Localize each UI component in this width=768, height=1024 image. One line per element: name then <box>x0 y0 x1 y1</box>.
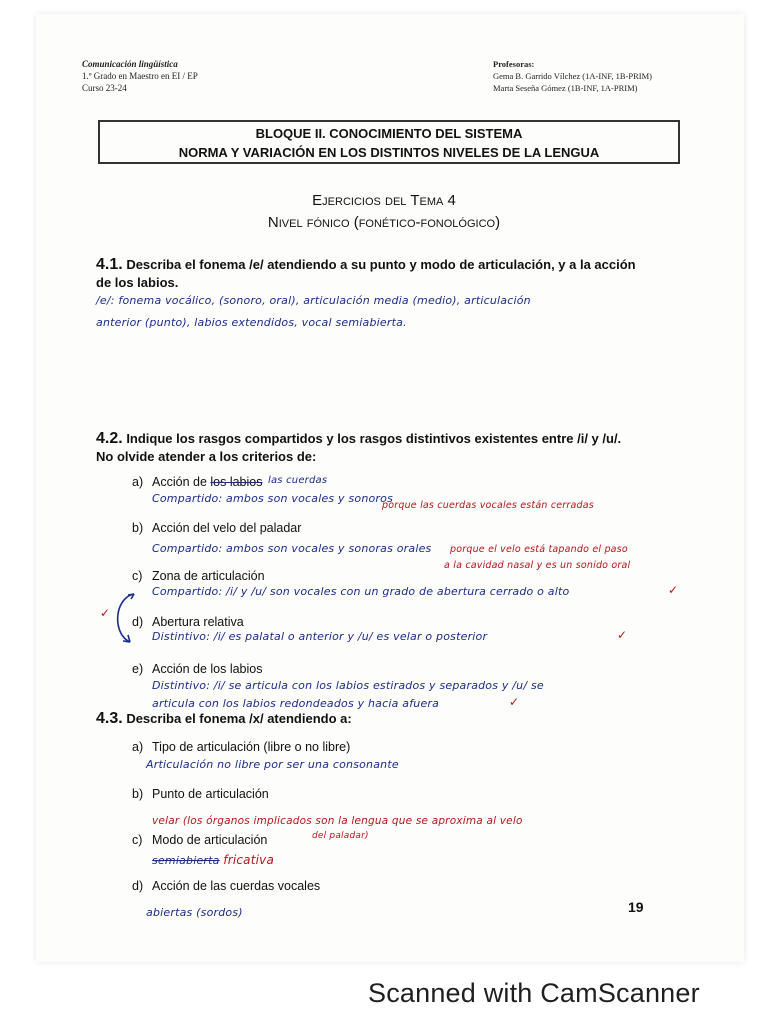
answer-4-3-d: abiertas (sordos) <box>146 906 243 919</box>
item-4-2-c: c) Zona de articulación <box>132 569 265 583</box>
item-4-2-b: b) Acción del velo del paladar <box>132 521 302 535</box>
answer-4-1-line2: anterior (punto), labios extendidos, vocal semiabierta. <box>96 316 407 329</box>
block-title-box <box>98 120 680 164</box>
course-title: Comunicación lingüística <box>82 59 178 69</box>
answer-4-3-b-cont: del paladar) <box>312 831 369 841</box>
question-text: Describa el fonema /e/ atendiendo a su punto y modo de articulación, y a la acción <box>126 257 636 272</box>
block-title-line1: BLOQUE II. CONOCIMIENTO DEL SISTEMA <box>255 126 523 141</box>
item-4-2-a: a) Acción de los labios <box>132 475 263 489</box>
answer-4-2-e-cont: articula con los labios redondeados y hacia afuera <box>152 697 440 710</box>
answer-4-2-e: Distintivo: /i/ se articula con los labios estirados y separados y /u/ se <box>152 679 544 692</box>
answer-4-1-line1: /e/: fonema vocálico, (sonoro, oral), articulación media (medio), articulación <box>96 294 531 307</box>
teacher-1: Gema B. Garrido Vílchez (1A-INF, 1B-PRIM) <box>493 71 652 81</box>
answer-4-3-c <box>152 853 274 867</box>
item-4-2-e: e) Acción de los labios <box>132 662 263 676</box>
course-header <box>82 58 198 94</box>
answer-4-2-c: Compartido: /i/ y /u/ son vocales con un grado de abertura cerrado o alto <box>152 585 570 598</box>
item-4-2-d: d) Abertura relativa <box>132 615 244 629</box>
teacher-note-4-2-b-cont: a la cavidad nasal y es un sonido oral <box>444 560 631 571</box>
exercises-title: Ejercicios del Tema 4 <box>312 192 456 209</box>
question-number: 4.3. <box>96 710 123 727</box>
teacher-2: Marta Seseña Gómez (1B-INF, 1A-PRIM) <box>493 83 638 93</box>
answer-4-3-b: velar (los órganos implicados son la lengua que se aproxima al velo <box>152 815 523 827</box>
check-mark-icon: ✓ <box>617 628 628 642</box>
inserted-correction: las cuerdas <box>268 475 328 486</box>
block-title-line2: NORMA Y VARIACIÓN EN LOS DISTINTOS NIVELES DE LA LENGUA <box>178 145 600 160</box>
check-mark-icon: ✓ <box>509 695 520 709</box>
question-text: Indique los rasgos compartidos y los rasgos distintivos existentes entre /i/ y /u/. <box>126 431 622 446</box>
check-mark-icon: ✓ <box>100 606 111 620</box>
question-number: 4.1. <box>96 256 123 273</box>
question-text-cont: de los labios. <box>96 275 179 290</box>
answer-4-2-a: Compartido: ambos son vocales y sonoros <box>152 492 394 505</box>
camscanner-watermark: Scanned with CamScanner <box>368 978 700 1008</box>
teachers-header <box>493 58 652 94</box>
item-4-3-d: d) Acción de las cuerdas vocales <box>132 879 321 893</box>
answer-4-2-b: Compartido: ambos son vocales y sonoras orales <box>152 542 432 555</box>
item-4-3-b: b) Punto de articulación <box>132 787 269 801</box>
question-4-3 <box>96 710 656 728</box>
teacher-note-4-2-a: porque las cuerdas vocales están cerradas <box>382 500 594 511</box>
swap-arrow-icon <box>108 590 138 650</box>
page-number: 19 <box>628 899 644 915</box>
item-4-3-a: a) Tipo de articulación (libre o no libre) <box>132 740 351 754</box>
question-text-cont: No olvide atender a los criterios de: <box>96 449 317 464</box>
question-4-2 <box>96 430 656 466</box>
level-title: Nivel fónico (fonético-fonológico) <box>267 214 501 231</box>
struck-answer: semiabierta <box>152 854 220 867</box>
question-text: Describa el fonema /x/ atendiendo a: <box>126 711 352 726</box>
answer-4-3-a: Articulación no libre por ser una consonante <box>146 758 399 771</box>
teacher-note-4-2-b: porque el velo está tapando el paso <box>450 544 628 555</box>
answer-4-2-d: Distintivo: /i/ es palatal o anterior y /u/ es velar o posterior <box>152 630 488 643</box>
item-4-3-c: c) Modo de articulación <box>132 833 268 847</box>
struck-text: los labios <box>210 475 263 489</box>
course-degree: 1.º Grado en Maestro en EI / EP <box>82 71 198 81</box>
teachers-label: Profesoras: <box>493 59 535 69</box>
course-year: Curso 23-24 <box>82 83 127 93</box>
corrected-answer: fricativa <box>223 853 275 867</box>
check-mark-icon: ✓ <box>668 583 679 597</box>
question-number: 4.2. <box>96 430 123 447</box>
question-4-1 <box>96 256 656 292</box>
